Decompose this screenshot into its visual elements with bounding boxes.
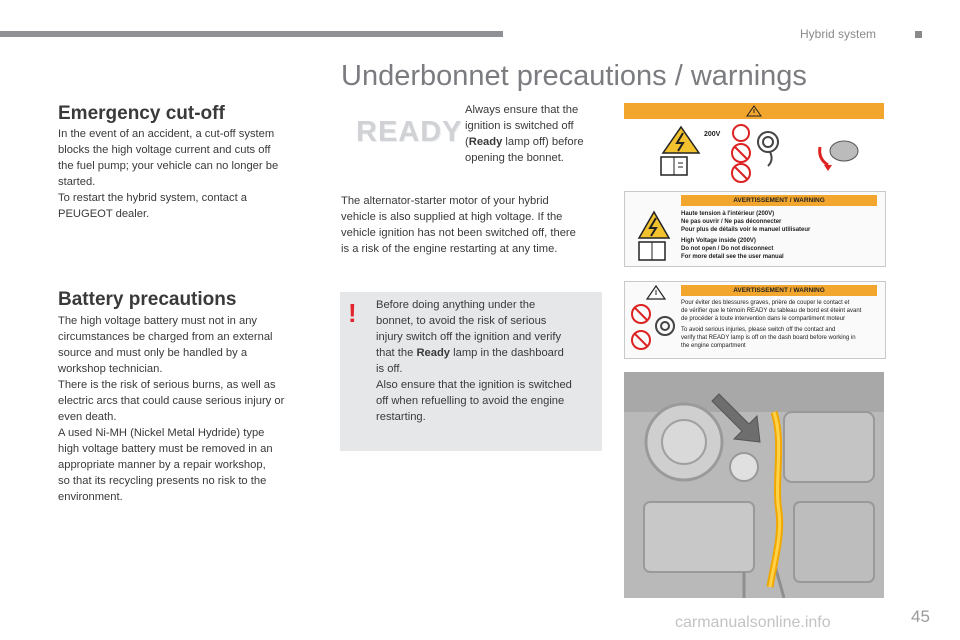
label-line: For more detail see the user manual xyxy=(681,254,784,260)
battery-line: so that its recycling presents no risk to the xyxy=(58,475,267,487)
warning-line: injury switch off the ignition and verify xyxy=(376,331,562,343)
injury-warning-label xyxy=(624,281,886,359)
ready-emphasis: Ready xyxy=(416,347,451,359)
battery-line: even death. xyxy=(58,411,117,423)
ready-line: (Ready lamp off) before xyxy=(465,136,584,148)
battery-text xyxy=(58,313,313,505)
battery-line: circumstances be charged from an external xyxy=(58,331,273,343)
emergency-line: blocks the high voltage current and cuts off xyxy=(58,144,271,156)
battery-line: electric arcs that could cause serious injury or xyxy=(58,395,285,407)
warning-line: is off. xyxy=(376,363,403,375)
high-voltage-icon xyxy=(637,210,671,240)
caution-triangle-icon xyxy=(645,285,667,301)
warning-line: that the Ready lamp in the dashboard xyxy=(376,347,564,359)
engine-illustration xyxy=(624,372,884,598)
ready-line: opening the bonnet. xyxy=(465,152,564,164)
emergency-line: To restart the hybrid system, contact a xyxy=(58,192,248,204)
label-banner: AVERTISSEMENT / WARNING xyxy=(681,285,877,296)
cable-icon xyxy=(756,128,784,168)
manual-book-icon xyxy=(637,240,667,262)
alternator-line: The alternator-starter motor of your hybrid xyxy=(341,195,549,207)
alternator-line: is a risk of the engine restarting at any time. xyxy=(341,243,558,255)
label-line: the engine compartment xyxy=(681,343,746,349)
warning-text xyxy=(376,297,598,425)
label-line: Ne pas ouvrir / Ne pas déconnecter xyxy=(681,219,782,225)
alternator-line: vehicle is also supplied at high voltage. If the xyxy=(341,211,563,223)
voltage-label: 200V xyxy=(704,131,721,138)
ready-emphasis: Ready xyxy=(468,136,503,148)
warning-line: restarting. xyxy=(376,411,426,423)
disconnect-icon xyxy=(814,133,864,173)
battery-line: environment. xyxy=(58,491,123,503)
page-number: 45 xyxy=(911,607,930,626)
label-line: To avoid serious injuries, please switch off the contact and xyxy=(681,327,836,333)
page-title: Underbonnet precautions / warnings xyxy=(341,60,807,92)
battery-line: There is the risk of serious burns, as well as xyxy=(58,379,276,391)
warning-line: Before doing anything under the xyxy=(376,299,536,311)
label-line: Pour éviter des blessures graves, prière de couper le contact et xyxy=(681,300,850,306)
emergency-line: the fuel pump; your vehicle can no longer be xyxy=(58,160,279,172)
label-banner: AVERTISSEMENT / WARNING xyxy=(681,195,877,206)
no-open-icon xyxy=(726,121,756,183)
label-line: de procéder à toute intervention dans le compartiment moteur xyxy=(681,316,846,322)
warning-line: off when refuelling to avoid the engine xyxy=(376,395,565,407)
hv-pictogram-label xyxy=(624,103,884,183)
label-line: Haute tension à l'intérieur (200V) xyxy=(681,211,775,217)
battery-line: source and must only be handled by a xyxy=(58,347,248,359)
manual-book-icon xyxy=(659,155,689,177)
ready-text xyxy=(465,102,605,166)
hv-warning-label xyxy=(624,191,886,267)
battery-line: A used Ni-MH (Nickel Metal Hydride) type xyxy=(58,427,265,439)
label-line: de vérifier que le témoin READY du tableau de bord est éteint avant xyxy=(681,308,862,314)
emergency-line: In the event of an accident, a cut-off system xyxy=(58,128,275,140)
label-line: High Voltage inside (200V) xyxy=(681,238,756,244)
label-line: verify that READY lamp is off on the dash board before working in xyxy=(681,335,856,341)
battery-line: high voltage battery must be removed in an xyxy=(58,443,273,455)
watermark: carmanualsonline.info xyxy=(675,614,831,631)
emergency-line: PEUGEOT dealer. xyxy=(58,208,150,220)
battery-line: The high voltage battery must not in any xyxy=(58,315,258,327)
warning-icon: ! xyxy=(348,298,357,328)
alternator-text xyxy=(341,193,603,257)
battery-heading: Battery precautions xyxy=(58,289,237,310)
warning-line: Also ensure that the ignition is switched xyxy=(376,379,572,391)
emergency-text xyxy=(58,126,308,222)
high-voltage-icon xyxy=(661,125,701,155)
emergency-line: started. xyxy=(58,176,96,188)
ready-line: Always ensure that the xyxy=(465,104,579,116)
battery-line: appropriate manner by a repair workshop, xyxy=(58,459,266,471)
emergency-heading: Emergency cut-off xyxy=(58,103,225,124)
alternator-line: vehicle ignition has not been switched off, there xyxy=(341,227,576,239)
label-line: Pour plus de détails voir le manuel utilisateur xyxy=(681,227,811,233)
label-line: Do not open / Do not disconnect xyxy=(681,246,774,252)
ready-lamp-icon: READY xyxy=(356,116,463,148)
header-square xyxy=(915,31,922,38)
battery-line: workshop technician. xyxy=(58,363,163,375)
no-open-icon xyxy=(629,300,679,356)
engine-compartment-photo xyxy=(624,372,884,598)
ready-line: ignition is switched off xyxy=(465,120,574,132)
warning-line: bonnet, to avoid the risk of serious xyxy=(376,315,547,327)
header-bar xyxy=(0,31,503,37)
section-title: Hybrid system xyxy=(800,27,877,41)
